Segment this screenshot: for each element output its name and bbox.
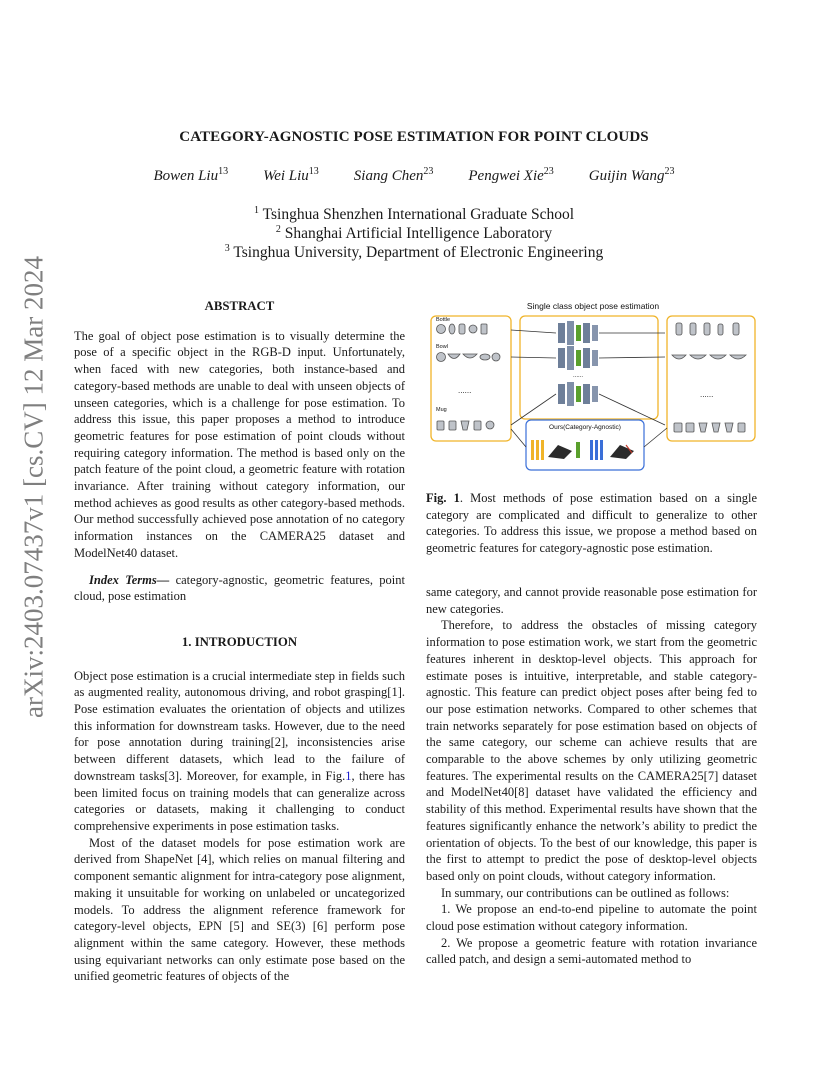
author: Pengwei Xie$^{23}$: [468, 166, 554, 184]
figure-header-label: Single class object pose estimation: [526, 301, 660, 311]
bowl-objects: [437, 353, 501, 362]
output-bottles: [676, 323, 739, 335]
output-mugs: [674, 423, 745, 432]
paper-title: CATEGORY-AGNOSTIC POSE ESTIMATION FOR POINT CLOUDS: [179, 129, 649, 145]
affiliation: $^2$ Shanghai Artificial Intelligence Laboratory: [275, 223, 553, 242]
mug-objects: [437, 421, 494, 430]
author: Siang Chen$^{23}$: [353, 166, 434, 184]
ours-label: Ours(Category-Agnostic): [549, 424, 621, 431]
ellipsis-dots: ......: [458, 386, 472, 395]
network-block-bowl: [558, 346, 598, 370]
abstract-heading: ABSTRACT: [204, 299, 275, 313]
network-block-mug: [558, 382, 598, 406]
intro-paragraph: Most of the dataset models for pose estimation work are derived from ShapeNet [4], which relies on manual filtering and component semantic alignment for intra-category pose alignment, making it unsuitable for working on unlabeled or uncategorized models. To address the alignment reference framework for category-level objects, EPN [5] and SE(3) [6] perform pose alignment within the same category. However, these methods using equivariant networks can only estimate pose based on the unified geometric features of objects of the: [74, 835, 405, 984]
section-heading-introduction: 1. INTRODUCTION: [181, 634, 298, 649]
figure-reference-link[interactable]: 1: [345, 768, 352, 783]
category-label-mug: Mug: [436, 407, 447, 413]
network-block-bottle: [558, 321, 598, 345]
contribution-item: 1. We propose an end-to-end pipeline to automate the point cloud pose estimation without category information.: [426, 902, 757, 934]
arxiv-identifier: arXiv:2403.07437v1 [cs.CV] 12 Mar 2024: [18, 256, 49, 718]
index-terms: Index Terms— category-agnostic, geometric features, point cloud, pose estimation: [74, 572, 405, 604]
author: Wei Liu$^{13}$: [263, 166, 319, 184]
ellipsis-dots: ......: [700, 390, 714, 399]
body-paragraph: Therefore, to address the obstacles of missing category information to pose estimation work, we start from the geometric features inherent in desktop-level objects. This approach for estimate poses is intuitive, interpretable, and stable category-agnostic. This feature can predict object poses after being fed to our pose estimation networks. Compared to other schemes that train networks separately for pose estimation based on objects of the same category, our scheme can achieve results that are comparable to the above schemes by only utilizing geometric features. The experimental results on the CAMERA25[7] dataset and ModelNet40[8] dataset have validated the efficiency and stability of this method. Experimental results have shown that the features significantly enhance the network’s ability to predict the orientation of objects. To the best of our knowledge, this paper is the first to attempt to predict the pose of desktop-level objects based only on point clouds, without category information.: [426, 618, 757, 883]
ours-network: [531, 440, 634, 460]
figure-caption: Fig. 1. Most methods of pose estimation based on a single category are complicated and difficult to generalize to other categories. To address this issue, we propose a method based on geometric features for category-agnostic pose estimation.: [426, 491, 758, 556]
abstract-text: The goal of object pose estimation is to visually determine the pose of a specific object in the RGB-D input. Unfortunately, when faced with new categories, both instance-based and category-based methods are unable to deal with unseen objects of unseen categories, which is a challenge for pose estimation. To address this issue, this paper proposes a method to introduce geometric features for pose estimation of point clouds without requiring category information. The method is based only on the patch feature of the point cloud, a geometric feature with rotation invariance. After training without category information, our method achieves as good results as other category-based methods. Our method successfully achieved pose annotation of no category information instances on the CAMERA25 dataset and ModelNet40 dataset.: [74, 328, 405, 560]
ellipsis-dots: ......: [573, 373, 584, 379]
output-bowls: [672, 355, 746, 359]
figure-1: [428, 297, 760, 477]
bottle-objects: [437, 324, 488, 334]
author-list: [0, 168, 828, 185]
affiliation: $^3$ Tsinghua University, Department of Electronic Engineering: [224, 242, 604, 261]
author: Bowen Liu$^{13}$: [153, 166, 229, 184]
arxiv-sidebar: [18, 256, 49, 718]
right-column: [426, 584, 757, 968]
intro-paragraph: Object pose estimation is a crucial intermediate step in fields such as augmented reality, autonomous driving, and robot grasping[1]. Pose estimation evaluates the orientation of objects and utilizes this information for downstream tasks. However, due to the need for pose annotation during training[2], inconsistencies arise between different datasets, which lead to the failure of downstream tasks[3]. Moreover, for example, in Fig.1, there has been limited focus on training models that can generalize across categories or datasets, making it challenging to conduct comprehensive experiments in pose estimation tasks.: [74, 668, 405, 833]
author: Guijin Wang$^{23}$: [588, 166, 675, 184]
left-column: [74, 298, 405, 985]
pipeline-diagram: [428, 297, 760, 477]
body-paragraph: In summary, our contributions can be outlined as follows:: [441, 885, 730, 900]
contribution-item: 2. We propose a geometric feature with rotation invariance called patch, and design a semi-automated method to: [426, 935, 757, 967]
affiliation: $^1$ Tsinghua Shenzhen International Graduate School: [253, 204, 575, 223]
category-label-bottle: Bottle: [436, 317, 451, 323]
category-label-bowl: Bowl: [436, 344, 448, 350]
body-paragraph: same category, and cannot provide reasonable pose estimation for new categories.: [426, 585, 757, 616]
